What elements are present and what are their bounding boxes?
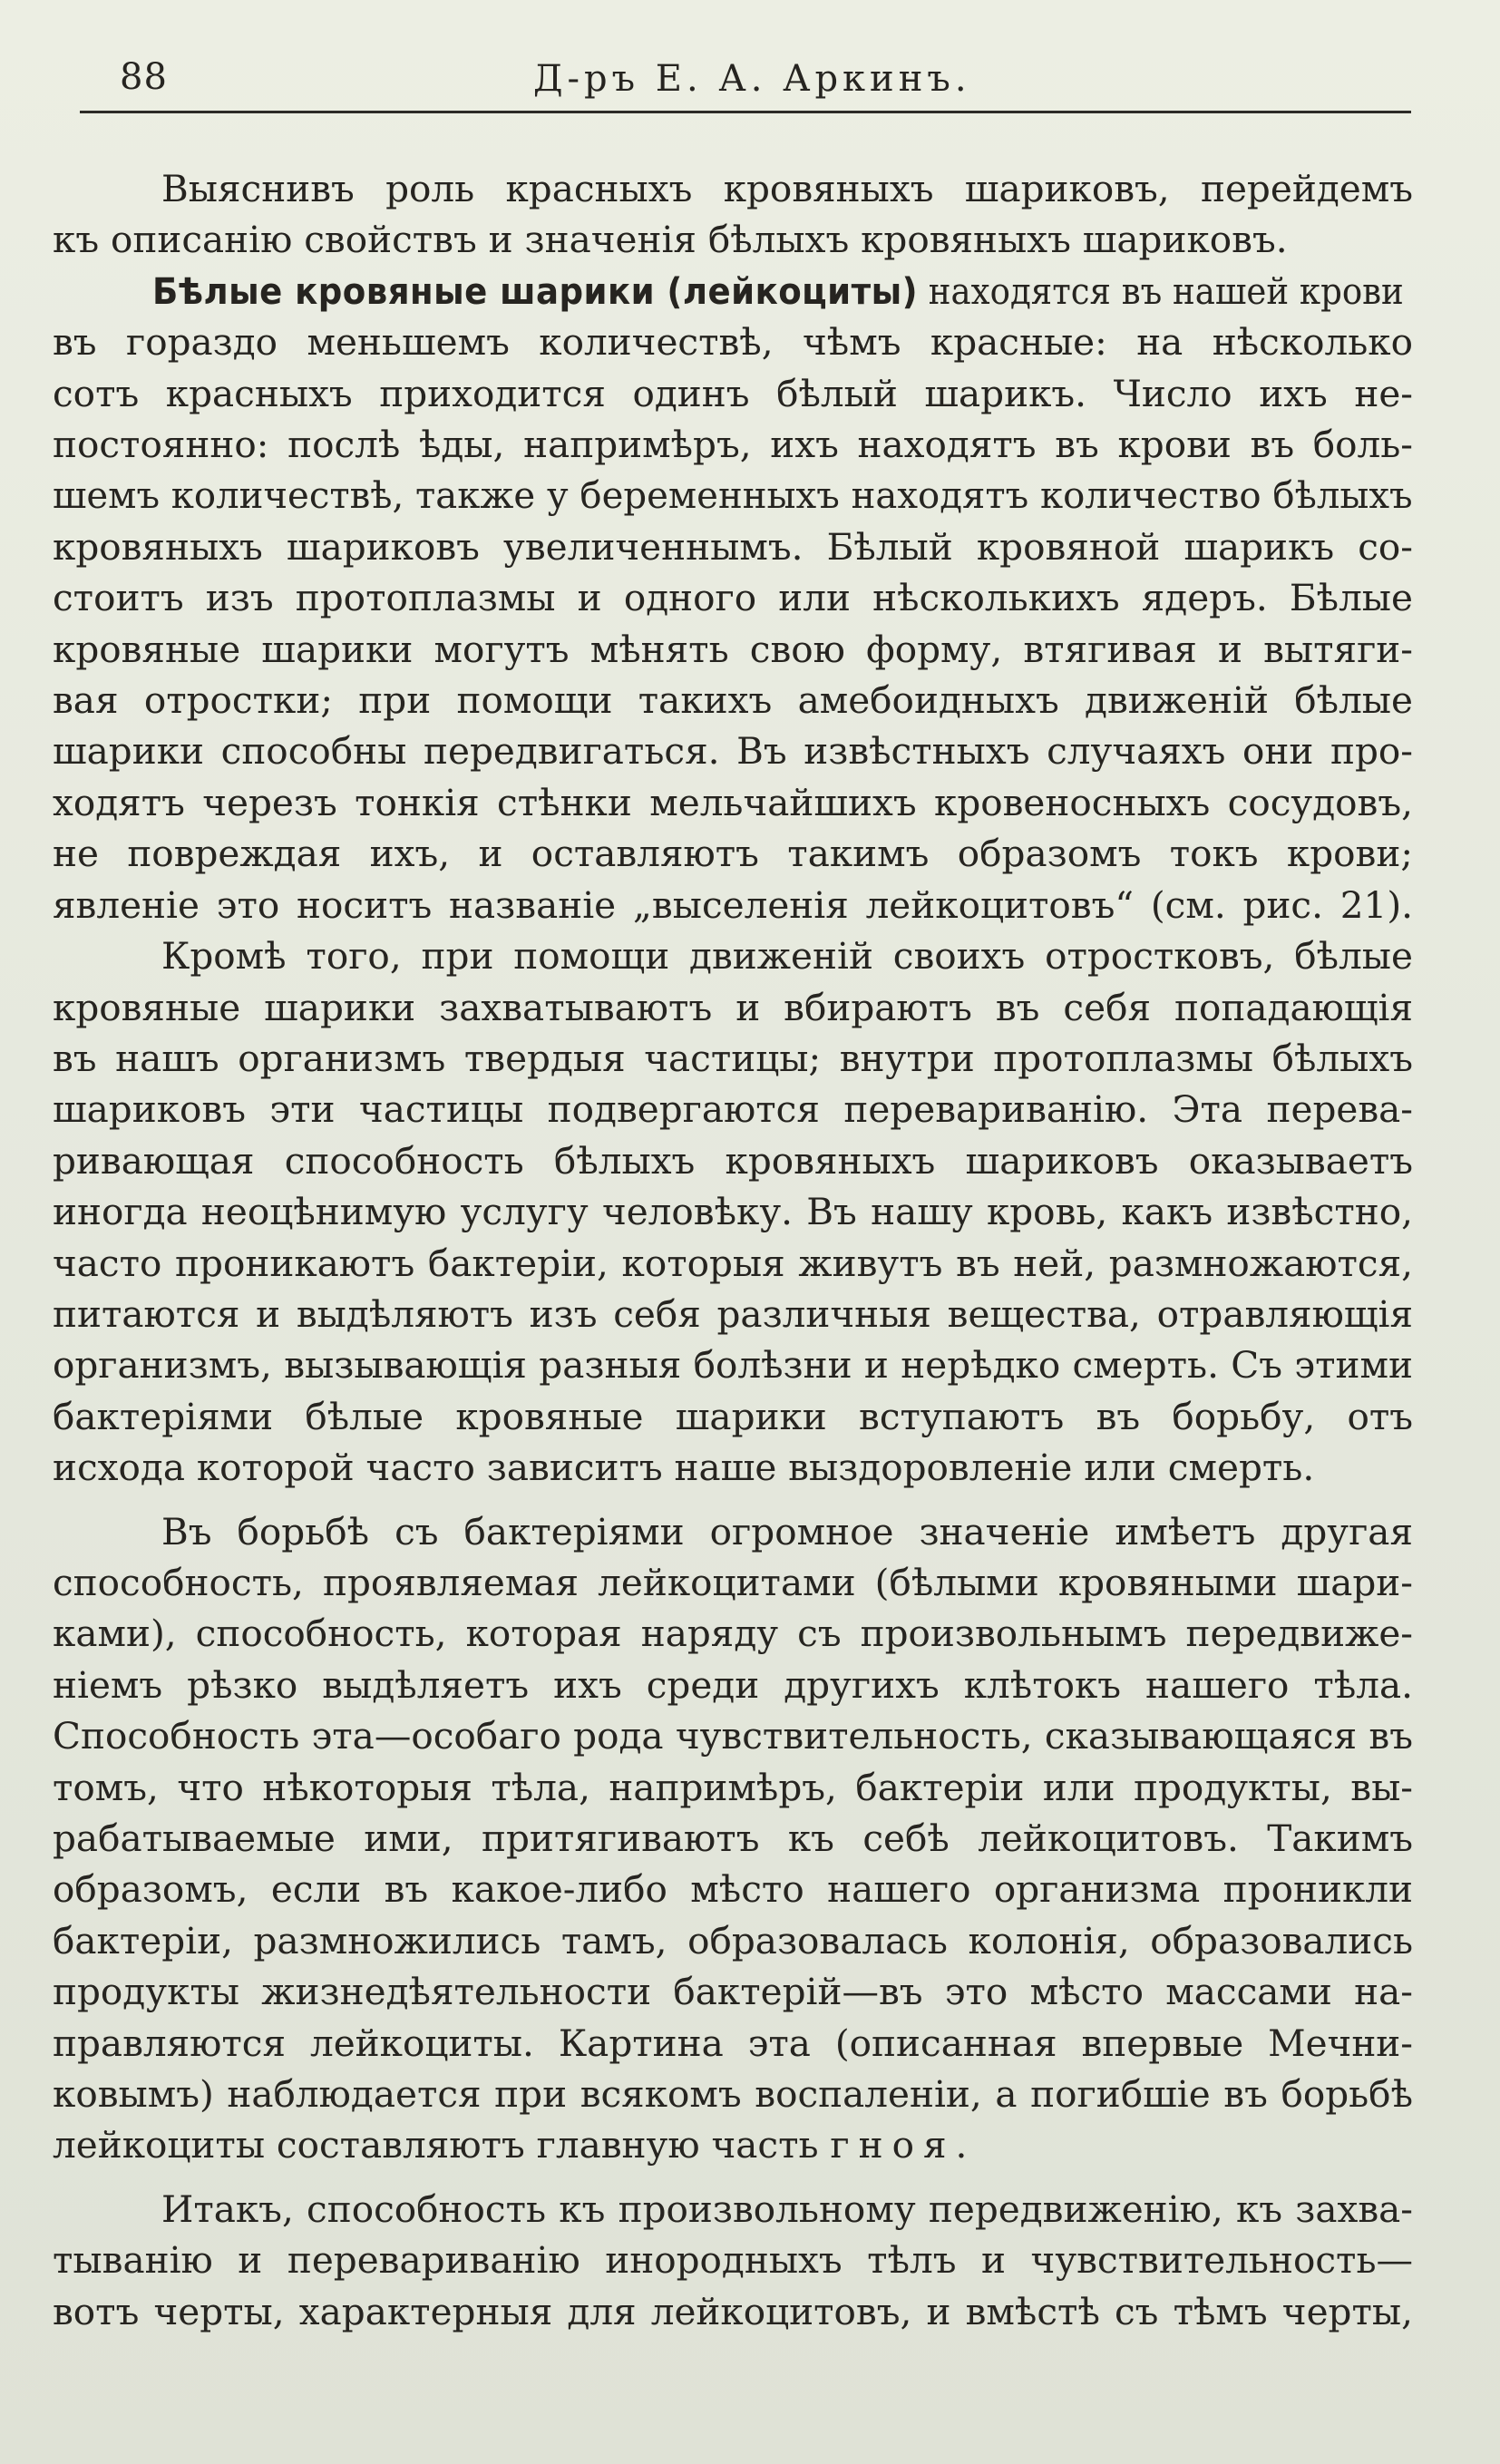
text-line: Кромѣ того, при помощи движеній своихъ отростковъ, бѣлые	[161, 934, 1413, 979]
text-line: Въ борьбѣ съ бактеріями огромное значеніе имѣетъ другая	[161, 1509, 1413, 1553]
text-line: Способность эта—особаго рода чувствительность, сказывающаяся въ	[53, 1714, 1413, 1758]
text-line: кровяныхъ шариковъ увеличеннымъ. Бѣлый кровяной шарикъ со-	[53, 524, 1413, 569]
text-line: шемъ количествѣ, также у беременныхъ находятъ количество бѣлыхъ	[53, 473, 1413, 518]
text-line: кровяные шарики могутъ мѣнять свою форму, втягивая и вытяги-	[53, 627, 1413, 671]
text-line: не повреждая ихъ, и оставляютъ такимъ образомъ токъ крови;	[53, 832, 1413, 876]
text-line: ходятъ черезъ тонкія стѣнки мельчайшихъ кровеносныхъ сосудовъ,	[53, 780, 1413, 824]
bold-term-leukocytes: Бѣлые кровяные шарики (лейкоциты)	[151, 268, 919, 313]
text-line: стоитъ изъ протоплазмы и одного или нѣсколькихъ ядеръ. Бѣлые	[53, 576, 1413, 620]
text-line: въ гораздо меньшемъ количествѣ, чѣмъ красные: на нѣсколько	[53, 320, 1413, 365]
text-line: вотъ черты, характерныя для лейкоцитовъ, и вмѣстѣ съ тѣмъ черты,	[53, 2289, 1413, 2333]
text-line: ковымъ) наблюдается при всякомъ воспаленіи, а погибшіе въ борьбѣ	[53, 2072, 1413, 2117]
paragraph-1	[53, 163, 1413, 266]
text-line: иногда неоцѣнимую услугу человѣку. Въ нашу кровь, какъ извѣстно,	[53, 1190, 1413, 1234]
paragraph-5	[53, 2184, 1413, 2337]
text-fragment: лейкоциты составляютъ главную часть	[53, 2123, 831, 2167]
text-line: продукты жизнедѣятельности бактерій—въ это мѣсто массами на-	[53, 1970, 1413, 2014]
text-line: бактеріи, размножились тамъ, образовалась колонія, образовались	[53, 1918, 1413, 1962]
spaced-word-pus: гноя.	[830, 2123, 977, 2167]
body-text	[53, 163, 1413, 2337]
paragraph-2	[53, 266, 1413, 930]
text-line: вая отростки; при помощи такихъ амебоидныхъ движеній бѣлые	[53, 678, 1413, 723]
text-fragment: находятся въ нашей крови	[918, 268, 1404, 313]
text-line: шарики способны передвигаться. Въ извѣстныхъ случаяхъ они про-	[53, 729, 1413, 774]
text-line: въ нашъ организмъ твердыя частицы; внутри протоплазмы бѣлыхъ	[53, 1036, 1413, 1080]
text-line: питаются и выдѣляютъ изъ себя различныя вещества, отравляющія	[53, 1291, 1413, 1336]
text-line: тыванію и перевариванію инородныхъ тѣлъ и чувствительность—	[53, 2238, 1413, 2283]
paragraph-4	[53, 1506, 1413, 2171]
text-line: организмъ, вызывающія разныя болѣзни и нерѣдко смерть. Съ этими	[53, 1343, 1413, 1388]
text-line: Итакъ, способность къ произвольному передвиженію, къ захва-	[161, 2186, 1413, 2231]
text-line: правляются лейкоциты. Картина эта (описанная впервые Мечни-	[53, 2021, 1413, 2065]
text-line	[53, 266, 1404, 317]
text-line: сотъ красныхъ приходится одинъ бѣлый шарикъ. Число ихъ не-	[53, 371, 1413, 415]
text-line: ривающая способность бѣлыхъ кровяныхъ шариковъ оказываетъ	[53, 1138, 1413, 1183]
page-number: 88	[120, 56, 168, 98]
text-line: часто проникаютъ бактеріи, которыя живутъ въ ней, размножаются,	[53, 1241, 1413, 1285]
text-line: кровяные шарики захватываютъ и вбираютъ въ себя попадающія	[53, 985, 1413, 1029]
text-line: къ описанію свойствъ и значенія бѣлыхъ кровяныхъ шариковъ.	[53, 218, 1288, 262]
paragraph-3	[53, 930, 1413, 1493]
text-line: ками), способность, которая наряду съ произвольнымъ передвиже-	[53, 1612, 1413, 1656]
text-line: бактеріями бѣлые кровяные шарики вступаютъ въ борьбу, отъ	[53, 1394, 1413, 1438]
running-title: Д-ръ Е. А. Аркинъ.	[533, 58, 971, 100]
page-header	[80, 53, 1411, 107]
text-line: рабатываемые ими, притягиваютъ къ себѣ лейкоцитовъ. Такимъ	[53, 1816, 1413, 1860]
text-line	[53, 2119, 1413, 2170]
text-line: образомъ, если въ какое-либо мѣсто нашего организма проникли	[53, 1867, 1413, 1912]
text-line: томъ, что нѣкоторыя тѣла, напримѣръ, бактеріи или продукты, вы-	[53, 1765, 1413, 1809]
text-line: способность, проявляемая лейкоцитами (бѣлыми кровяными шари-	[53, 1560, 1413, 1604]
text-line: постоянно: послѣ ѣды, напримѣръ, ихъ находятъ въ крови въ боль-	[53, 423, 1413, 467]
header-rule	[80, 111, 1411, 113]
text-line: исхода которой часто зависитъ наше выздоровленіе или смерть.	[53, 1446, 1315, 1490]
text-line: шариковъ эти частицы подвергаются перевариванію. Эта перева-	[53, 1087, 1413, 1132]
text-line: явленіе это носитъ названіе „выселенія лейкоцитовъ“ (см. рис. 21).	[53, 882, 1413, 927]
text-line: ніемъ рѣзко выдѣляетъ ихъ среди другихъ клѣтокъ нашего тѣла.	[53, 1662, 1413, 1707]
text-line: Выяснивъ роль красныхъ кровяныхъ шариковъ, перейдемъ	[161, 167, 1413, 210]
